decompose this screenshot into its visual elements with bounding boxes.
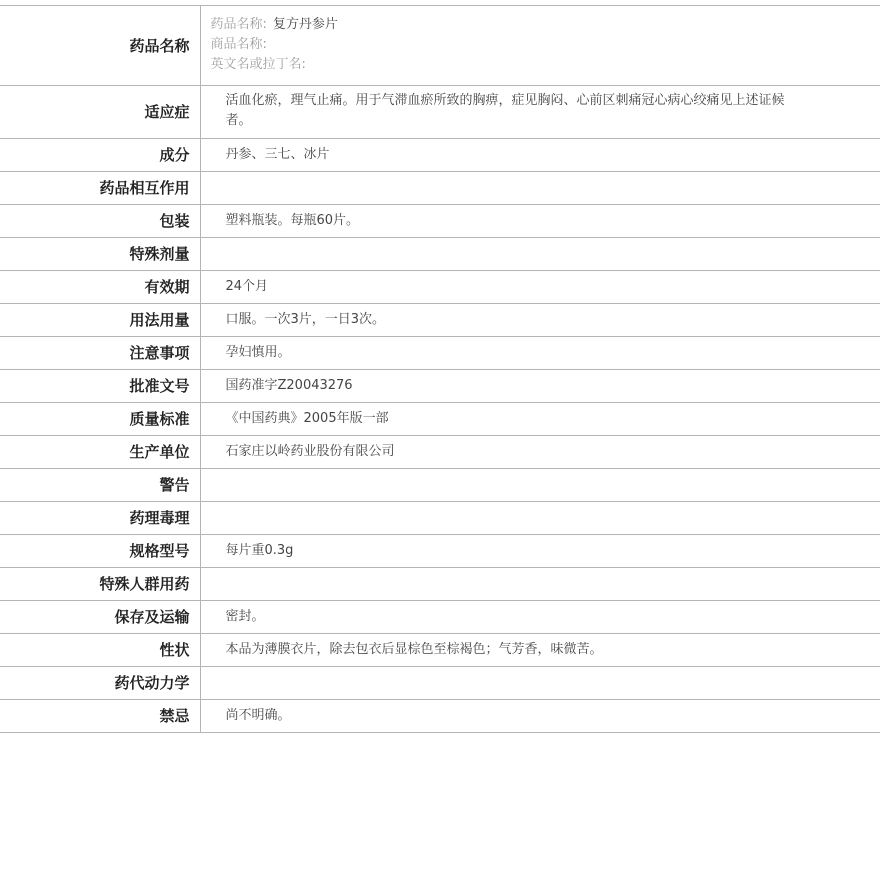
spec-label: 规格型号 <box>0 535 200 568</box>
latin-name-key: 英文名或拉丁名: <box>210 57 306 72</box>
spec-value: 丹参、三七、冰片 <box>200 139 880 172</box>
spec-row-drug-name <box>0 6 880 86</box>
spec-label: 适应症 <box>0 86 200 139</box>
spec-row-storage <box>0 601 880 634</box>
spec-value: 孕妇慎用。 <box>200 337 880 370</box>
spec-row-quality-standard <box>0 403 880 436</box>
spec-label: 药代动力学 <box>0 667 200 700</box>
spec-row-usage <box>0 304 880 337</box>
spec-label: 特殊剂量 <box>0 238 200 271</box>
spec-label: 注意事项 <box>0 337 200 370</box>
spec-row-precautions <box>0 337 880 370</box>
spec-label: 禁忌 <box>0 700 200 733</box>
trade-name-line <box>211 35 801 55</box>
spec-value: 石家庄以岭药业股份有限公司 <box>200 436 880 469</box>
spec-row-ingredients <box>0 139 880 172</box>
spec-row-description <box>0 634 880 667</box>
spec-value <box>200 667 880 700</box>
spec-row-specification <box>0 535 880 568</box>
spec-label: 成分 <box>0 139 200 172</box>
spec-value: 塑料瓶装。每瓶60片。 <box>200 205 880 238</box>
spec-row-interactions <box>0 172 880 205</box>
spec-label: 用法用量 <box>0 304 200 337</box>
trade-name-key: 商品名称: <box>210 37 267 52</box>
spec-value: 口服。一次3片，一日3次。 <box>200 304 880 337</box>
spec-row-special-populations <box>0 568 880 601</box>
spec-label: 性状 <box>0 634 200 667</box>
generic-name-key: 药品名称: <box>210 17 267 32</box>
spec-row-contraindications <box>0 700 880 733</box>
generic-name-line <box>211 15 801 35</box>
spec-value: 24个月 <box>200 271 880 304</box>
spec-row-pharmacology <box>0 502 880 535</box>
spec-row-warning <box>0 469 880 502</box>
spec-row-shelf-life <box>0 271 880 304</box>
spec-value: 国药准字Z20043276 <box>200 370 880 403</box>
spec-row-pharmacokinetics <box>0 667 880 700</box>
spec-value: 密封。 <box>200 601 880 634</box>
drug-name-cell <box>200 6 880 86</box>
spec-value: 活血化瘀，理气止痛。用于气滞血瘀所致的胸痹，症见胸闷、心前区刺痛冠心病心绞痛见上述证候者。 <box>200 86 880 139</box>
latin-name-line <box>211 55 801 75</box>
spec-row-manufacturer <box>0 436 880 469</box>
spec-label: 药理毒理 <box>0 502 200 535</box>
spec-value <box>200 568 880 601</box>
spec-label: 批准文号 <box>0 370 200 403</box>
spec-row-special-dosage <box>0 238 880 271</box>
spec-label: 警告 <box>0 469 200 502</box>
spec-label: 有效期 <box>0 271 200 304</box>
spec-label: 质量标准 <box>0 403 200 436</box>
spec-label: 生产单位 <box>0 436 200 469</box>
spec-label: 包装 <box>0 205 200 238</box>
spec-label: 特殊人群用药 <box>0 568 200 601</box>
drug-spec-table <box>0 5 880 733</box>
spec-value <box>200 502 880 535</box>
spec-value <box>200 172 880 205</box>
spec-label: 药品名称 <box>0 6 200 86</box>
spec-value: 尚不明确。 <box>200 700 880 733</box>
spec-row-approval-number <box>0 370 880 403</box>
spec-label: 保存及运输 <box>0 601 200 634</box>
spec-value <box>200 469 880 502</box>
spec-label: 药品相互作用 <box>0 172 200 205</box>
spec-value <box>200 238 880 271</box>
spec-row-indications <box>0 86 880 139</box>
spec-value: 本品为薄膜衣片，除去包衣后显棕色至棕褐色；气芳香，味微苦。 <box>200 634 880 667</box>
spec-row-packaging <box>0 205 880 238</box>
spec-value: 每片重0.3g <box>200 535 880 568</box>
generic-name-value: 复方丹参片 <box>272 17 338 32</box>
spec-value: 《中国药典》2005年版一部 <box>200 403 880 436</box>
